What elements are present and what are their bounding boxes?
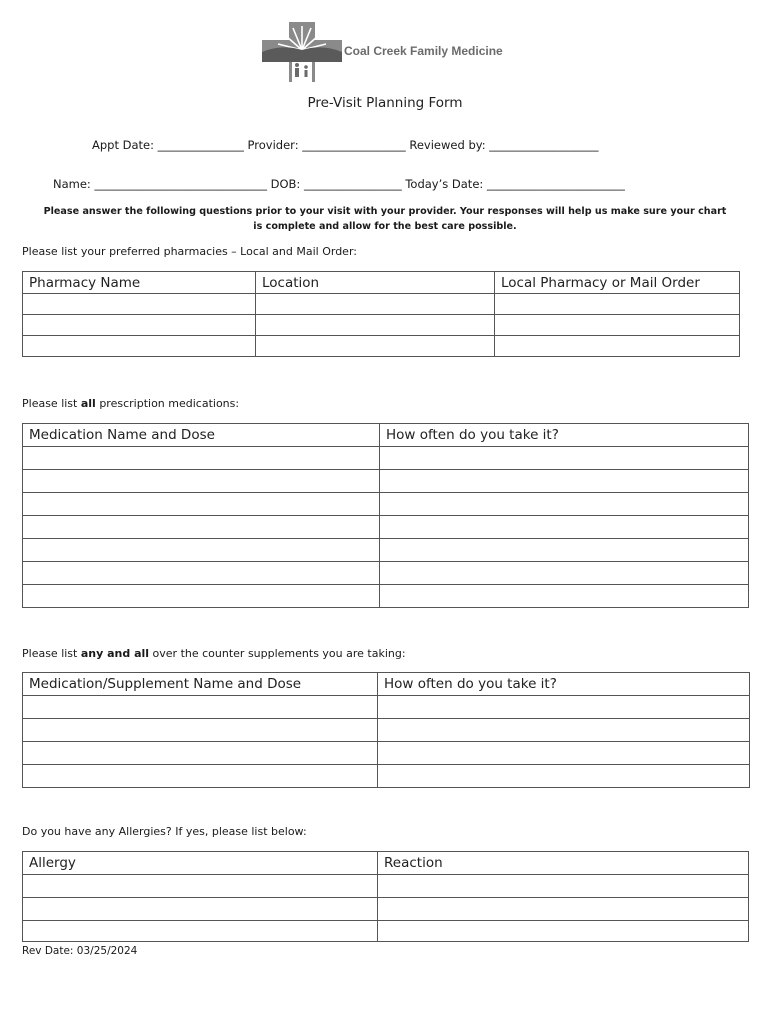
table-header-cell: Allergy: [23, 852, 378, 875]
table-header-cell: Pharmacy Name: [23, 272, 256, 294]
table-cell[interactable]: [378, 742, 750, 765]
table-cell[interactable]: [378, 696, 750, 719]
appointment-fields-line: Appt Date: _______________ Provider: __________________ Reviewed by: ___________________: [92, 138, 599, 152]
table-cell[interactable]: [380, 539, 749, 562]
table-cell[interactable]: [495, 294, 740, 315]
allergies-prompt: Do you have any Allergies? If yes, please list below:: [22, 825, 307, 838]
clinic-logo-icon: [262, 22, 342, 82]
table-row: [23, 336, 740, 357]
table-row: [23, 898, 749, 921]
pharmacies-prompt: Please list your preferred pharmacies – Local and Mail Order:: [22, 245, 357, 258]
table-header-row: [23, 673, 750, 696]
patient-fields-line: Name: ______________________________ DOB: _________________ Today’s Date: ________________________: [53, 177, 625, 191]
table-cell[interactable]: [23, 696, 378, 719]
table-cell[interactable]: [23, 315, 256, 336]
table-header-cell: Medication Name and Dose: [23, 424, 380, 447]
table-row: [23, 447, 749, 470]
table-cell[interactable]: [378, 765, 750, 788]
table-cell[interactable]: [380, 470, 749, 493]
table-cell[interactable]: [23, 875, 378, 898]
instructions-text: Please answer the following questions prior to your visit with your provider. Your responses will help us make sure your chart is complete and allow for the best care possible.: [43, 206, 727, 232]
table-header-row: [23, 852, 749, 875]
table-cell[interactable]: [378, 875, 749, 898]
medications-prompt: [22, 397, 239, 410]
table-cell[interactable]: [256, 294, 495, 315]
table-cell[interactable]: [23, 470, 380, 493]
table-row: [23, 562, 749, 585]
table-row: [23, 294, 740, 315]
table-cell[interactable]: [378, 719, 750, 742]
table-cell[interactable]: [256, 315, 495, 336]
table-row: [23, 765, 750, 788]
prompt-text: Please list: [22, 647, 81, 660]
table-row: [23, 696, 750, 719]
table-header-cell: Location: [256, 272, 495, 294]
form-title: Pre-Visit Planning Form: [307, 95, 463, 111]
table-cell[interactable]: [256, 336, 495, 357]
table-header-cell: Local Pharmacy or Mail Order: [495, 272, 740, 294]
table-header-cell: How often do you take it?: [378, 673, 750, 696]
table-cell[interactable]: [23, 294, 256, 315]
table-cell[interactable]: [23, 719, 378, 742]
prompt-text: Please list: [22, 397, 81, 410]
table-row: [23, 719, 750, 742]
table-cell[interactable]: [380, 585, 749, 608]
table-cell[interactable]: [380, 516, 749, 539]
table-cell[interactable]: [23, 493, 380, 516]
clinic-logo: [262, 22, 512, 82]
table-cell[interactable]: [23, 516, 380, 539]
table-row: [23, 470, 749, 493]
prompt-text: prescription medications:: [95, 397, 240, 410]
prompt-emphasis: all: [80, 397, 96, 410]
pharmacies-table: [22, 271, 740, 357]
prompt-text: over the counter supplements you are taking:: [149, 647, 406, 660]
table-cell[interactable]: [23, 765, 378, 788]
table-cell[interactable]: [23, 742, 378, 765]
table-cell[interactable]: [23, 562, 380, 585]
table-header-cell: Reaction: [378, 852, 749, 875]
table-cell[interactable]: [380, 562, 749, 585]
supplements-prompt: [22, 647, 406, 660]
table-row: [23, 875, 749, 898]
revision-date: Rev Date: 03/25/2024: [22, 945, 138, 957]
table-cell[interactable]: [378, 898, 749, 921]
table-row: [23, 585, 749, 608]
table-cell[interactable]: [378, 921, 749, 942]
table-header-row: [23, 424, 749, 447]
table-header-cell: How often do you take it?: [380, 424, 749, 447]
table-cell[interactable]: [23, 539, 380, 562]
table-row: [23, 921, 749, 942]
table-cell[interactable]: [23, 921, 378, 942]
medications-table: [22, 423, 749, 608]
supplements-table: [22, 672, 750, 788]
table-row: [23, 539, 749, 562]
table-cell[interactable]: [380, 493, 749, 516]
table-header-cell: Medication/Supplement Name and Dose: [23, 673, 378, 696]
table-cell[interactable]: [23, 336, 256, 357]
table-cell[interactable]: [23, 585, 380, 608]
table-row: [23, 742, 750, 765]
table-cell[interactable]: [495, 315, 740, 336]
table-cell[interactable]: [23, 447, 380, 470]
table-row: [23, 315, 740, 336]
prompt-emphasis: any and all: [80, 647, 150, 660]
table-cell[interactable]: [380, 447, 749, 470]
table-row: [23, 493, 749, 516]
table-row: [23, 516, 749, 539]
table-cell[interactable]: [23, 898, 378, 921]
table-cell[interactable]: [495, 336, 740, 357]
logo-text: Coal Creek Family Medicine: [344, 44, 503, 58]
allergies-table: [22, 851, 749, 942]
table-header-row: [23, 272, 740, 294]
